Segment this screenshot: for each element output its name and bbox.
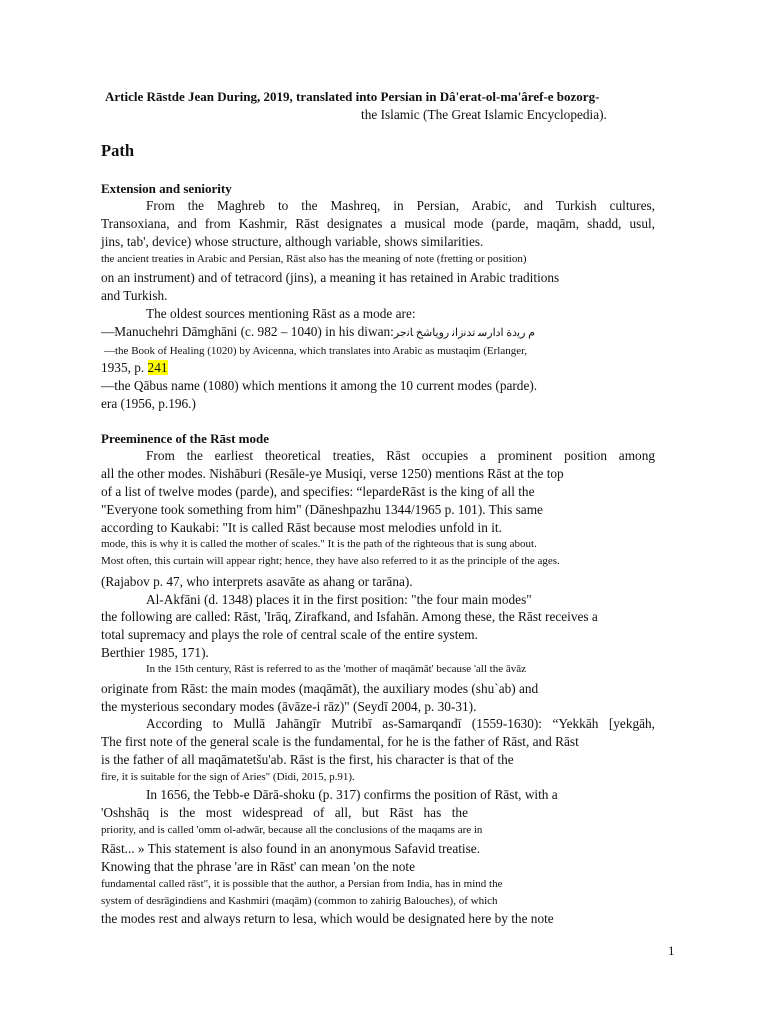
paragraph-line: the modes rest and always return to lesa, which would be designated here by the note bbox=[101, 911, 554, 926]
citation-text: 1935, p. bbox=[101, 360, 148, 375]
paragraph-line: "Everyone took something from him" (Dāneshpazhu 1344/1965 p. 101). This same bbox=[101, 502, 543, 517]
paragraph-line: fire, it is suitable for the sign of Aries" (Didi, 2015, p.91). bbox=[101, 771, 355, 783]
paragraph-line: on an instrument) and of tetracord (jins), a meaning it has retained in Arabic traditions bbox=[101, 270, 560, 285]
paragraph-line: —the Book of Healing (1020) by Avicenna, which translates into Arabic as mustaqim (Erlanger, bbox=[104, 345, 528, 357]
persian-verse-fragment: م رﯾدة ادارﺳ تدﻧزاﻧ روﯾﺎﺷﺦ ﺎﻧجر bbox=[393, 327, 535, 339]
paragraph-line: mode, this is why it is called the mother of scales." It is the path of the righteous that is sung about. bbox=[101, 538, 537, 550]
paragraph-line: In 1656, the Tebb-e Dārā-shoku (p. 317) confirms the position of Rāst, with a bbox=[146, 787, 558, 802]
paragraph-line: According to Mullā Jahāngīr Mutribī as-Samarqandī (1559-1630): “Yekkāh [yekgāh, bbox=[146, 716, 655, 731]
paragraph-line: Transoxiana, and from Kashmir, Rāst designates a musical mode (parde, maqām, shadd, usul, bbox=[101, 216, 655, 231]
paragraph-line: system of desrāgindiens and Kashmiri (maqām) (common to zahirig Balouches), of which bbox=[101, 895, 498, 907]
paragraph-line: In the 15th century, Rāst is referred to as the 'mother of maqāmāt' because 'all the āvāz bbox=[146, 663, 526, 675]
article-title-line-1: Article Rāstde Jean During, 2019, translated into Persian in Dâ'erat-ol-ma'âref-e bozorg- bbox=[105, 89, 600, 104]
paragraph-line: The first note of the general scale is the fundamental, for he is the father of Rāst, and Rāst bbox=[101, 734, 579, 749]
paragraph-line: the following are called: Rāst, 'Irāq, Zirafkand, and Isfahān. Among these, the Rāst receives a bbox=[101, 609, 598, 624]
source-manuchehri: —Manuchehri Dāmghāni (c. 982 – 1040) in his diwan: bbox=[101, 324, 394, 339]
paragraph-line: —the Qābus name (1080) which mentions it among the 10 current modes (parde). bbox=[101, 378, 538, 393]
paragraph-line: jins, tab', device) whose structure, although variable, shows similarities. bbox=[101, 234, 484, 249]
paragraph-line: From the Maghreb to the Mashreq, in Persian, Arabic, and Turkish cultures, bbox=[146, 198, 655, 213]
paragraph-line: 'Oshshāq is the most widespread of all, but Rāst has the bbox=[101, 805, 468, 820]
paragraph-line: Al-Akfāni (d. 1348) places it in the first position: "the four main modes" bbox=[146, 592, 532, 607]
paragraph-line: Most often, this curtain will appear right; hence, they have also referred to it as the principle of the ages. bbox=[101, 555, 560, 567]
paragraph-line bbox=[101, 323, 535, 342]
paragraph-line: (Rajabov p. 47, who interprets asavāte as ahang or tarāna). bbox=[101, 574, 413, 589]
paragraph-line: of a list of twelve modes (parde), and specifies: “lepardeRāst is the king of all the bbox=[101, 484, 535, 499]
page-number: 1 bbox=[668, 943, 675, 958]
paragraph-line: era (1956, p.196.) bbox=[101, 396, 196, 411]
paragraph-line: From the earliest theoretical treaties, Rāst occupies a prominent position among bbox=[146, 448, 655, 463]
paragraph-line: Knowing that the phrase 'are in Rāst' can mean 'on the note bbox=[101, 859, 416, 874]
paragraph-line: all the other modes. Nishāburi (Resāle-ye Musiqi, verse 1250) mentions Rāst at the top bbox=[101, 466, 564, 481]
paragraph-line: is the father of all maqāmatetšu'ab. Rāst is the first, his character is that of the bbox=[101, 752, 514, 767]
article-title-line-2: the Islamic (The Great Islamic Encyclopedia). bbox=[361, 107, 607, 122]
paragraph-line: Berthier 1985, 171). bbox=[101, 645, 209, 660]
paragraph-line: originate from Rāst: the main modes (maqāmāt), the auxiliary modes (shu`ab) and bbox=[101, 681, 539, 696]
heading-extension-seniority: Extension and seniority bbox=[101, 181, 232, 196]
paragraph-line: the mysterious secondary modes (āvāze-i rāz)" (Seydī 2004, p. 30-31). bbox=[101, 699, 477, 714]
paragraph-line: fundamental called rāst", it is possible that the author, a Persian from India, has in mind the bbox=[101, 878, 503, 890]
paragraph-line: the ancient treaties in Arabic and Persian, Rāst also has the meaning of note (fretting or position) bbox=[101, 253, 527, 265]
paragraph-line: Rāst... » This statement is also found in an anonymous Safavid treatise. bbox=[101, 841, 481, 856]
paragraph-line: and Turkish. bbox=[101, 288, 168, 303]
paragraph-line: priority, and is called 'omm ol-adwār, because all the conclusions of the maqams are in bbox=[101, 824, 483, 836]
highlighted-page-number: 241 bbox=[147, 360, 168, 375]
paragraph-line: according to Kaukabi: "It is called Rāst because most melodies unfold in it. bbox=[101, 520, 502, 535]
heading-path: Path bbox=[101, 141, 134, 160]
paragraph-line: The oldest sources mentioning Rāst as a mode are: bbox=[146, 306, 416, 321]
heading-preeminence: Preeminence of the Rāst mode bbox=[101, 431, 269, 446]
paragraph-line bbox=[101, 359, 168, 376]
paragraph-line: total supremacy and plays the role of central scale of the entire system. bbox=[101, 627, 478, 642]
